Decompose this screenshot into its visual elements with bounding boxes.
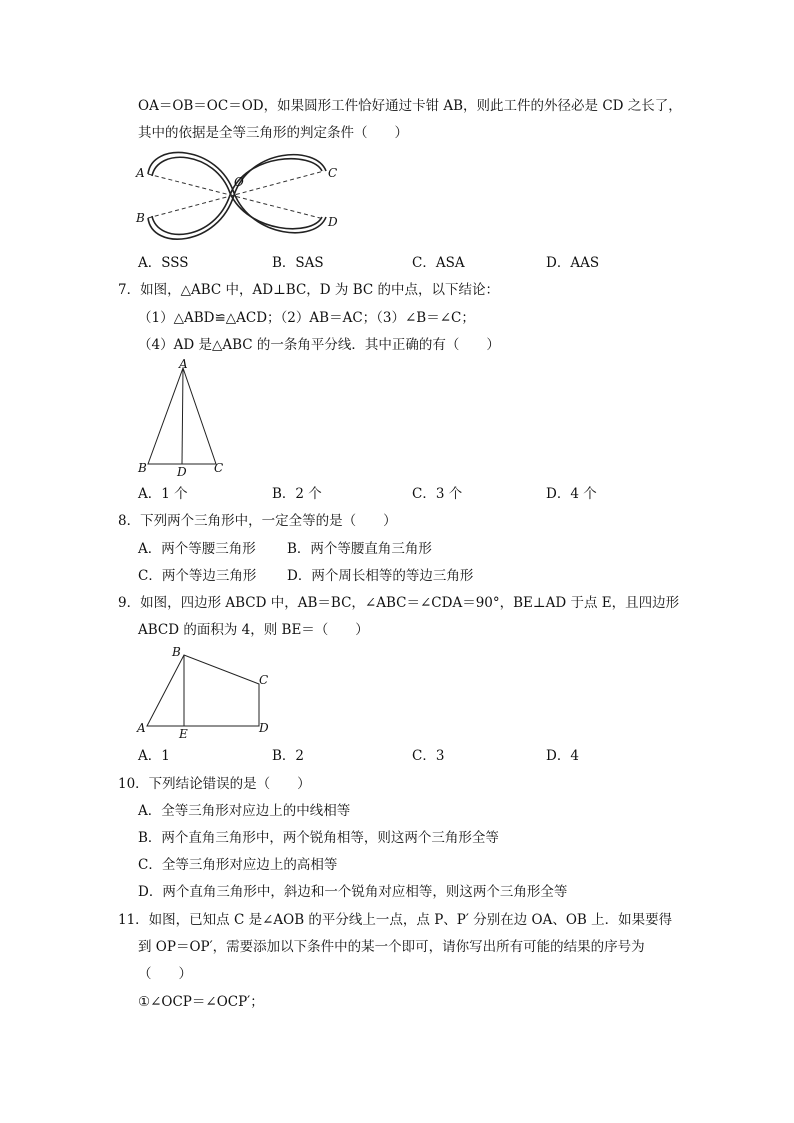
q9-label-A: A (137, 721, 146, 735)
q10-option-d: D．两个直角三角形中，斜边和一个锐角对应相等，则这两个三角形全等 (138, 884, 568, 900)
q6-option-c: C．ASA (412, 255, 465, 271)
q8-option-a: A．两个等腰三角形 (138, 541, 256, 557)
q6-label-D: D (328, 215, 338, 229)
q7-label-D: D (177, 465, 187, 479)
q6-option-a: A．SSS (138, 255, 189, 271)
q8-option-c: C．两个等边三角形 (138, 568, 257, 584)
q7-triangle-figure (136, 357, 236, 480)
q7-option-c: C．3 个 (412, 486, 463, 502)
q9-label-E: E (179, 727, 188, 741)
q6-label-A: A (136, 166, 145, 180)
q9-option-a: A．1 (138, 748, 170, 764)
q11-text-line2: 到 OP＝OP′，需要添加以下条件中的某一个即可，请你写出所有可能的结果的序号为 (138, 939, 645, 955)
q7-option-b: B．2 个 (272, 486, 322, 502)
q9-quadrilateral-figure (136, 644, 276, 744)
q6-text-line1: OA＝OB＝OC＝OD，如果圆形工件恰好通过卡钳 AB，则此工件的外径必是 CD 之长了， (138, 98, 682, 114)
q7-text-line2: （1）△ABD≌△ACD；（2）AB＝AC；（3）∠B＝∠C； (138, 310, 475, 326)
q6-label-O: O (234, 175, 244, 189)
q8-text-line1: 8．下列两个三角形中，一定全等的是（ ） (118, 513, 397, 529)
q11-condition-1: ①∠OCP＝∠OCP′； (138, 994, 264, 1010)
q7-label-A: A (179, 357, 188, 371)
q6-caliper-figure (130, 143, 360, 248)
q9-option-d: D．4 (546, 748, 579, 764)
q8-option-b: B．两个等腰直角三角形 (287, 541, 432, 557)
q10-text-line1: 10．下列结论错误的是（ ） (118, 776, 311, 792)
q7-text-line1: 7．如图，△ABC 中，AD⊥BC，D 为 BC 的中点，以下结论： (118, 282, 499, 298)
q9-option-c: C．3 (412, 748, 445, 764)
q7-label-B: B (138, 461, 147, 475)
q11-text-line1: 11．如图，已知点 C 是∠AOB 的平分线上一点，点 P、P′ 分别在边 OA、OB 上．如果要得 (118, 912, 673, 928)
q10-option-b: B．两个直角三角形中，两个锐角相等，则这两个三角形全等 (138, 830, 499, 846)
q11-text-line3: （ ） (138, 966, 192, 982)
q10-option-a: A．全等三角形对应边上的中线相等 (138, 803, 351, 819)
q6-option-d: D．AAS (546, 255, 600, 271)
q6-label-C: C (328, 166, 338, 180)
q9-label-D: D (259, 721, 269, 735)
q9-option-b: B．2 (272, 748, 305, 764)
q7-option-d: D．4 个 (546, 486, 597, 502)
q9-label-C: C (259, 673, 269, 687)
q6-label-B: B (136, 211, 145, 225)
q9-label-B: B (172, 645, 181, 659)
q10-option-c: C．全等三角形对应边上的高相等 (138, 857, 338, 873)
q7-text-line3: （4）AD 是△ABC 的一条角平分线．其中正确的有（ ） (138, 337, 500, 353)
q7-option-a: A．1 个 (138, 486, 188, 502)
q9-text-line2: ABCD 的面积为 4，则 BE＝（ ） (138, 622, 369, 638)
q7-label-C: C (214, 461, 224, 475)
q6-option-b: B．SAS (272, 255, 324, 271)
q9-text-line1: 9．如图，四边形 ABCD 中，AB＝BC，∠ABC＝∠CDA＝90°，BE⊥AD 于点 E，且四边形 (118, 595, 680, 611)
q8-option-d: D．两个周长相等的等边三角形 (287, 568, 474, 584)
q6-text-line2: 其中的依据是全等三角形的判定条件（ ） (138, 125, 408, 141)
